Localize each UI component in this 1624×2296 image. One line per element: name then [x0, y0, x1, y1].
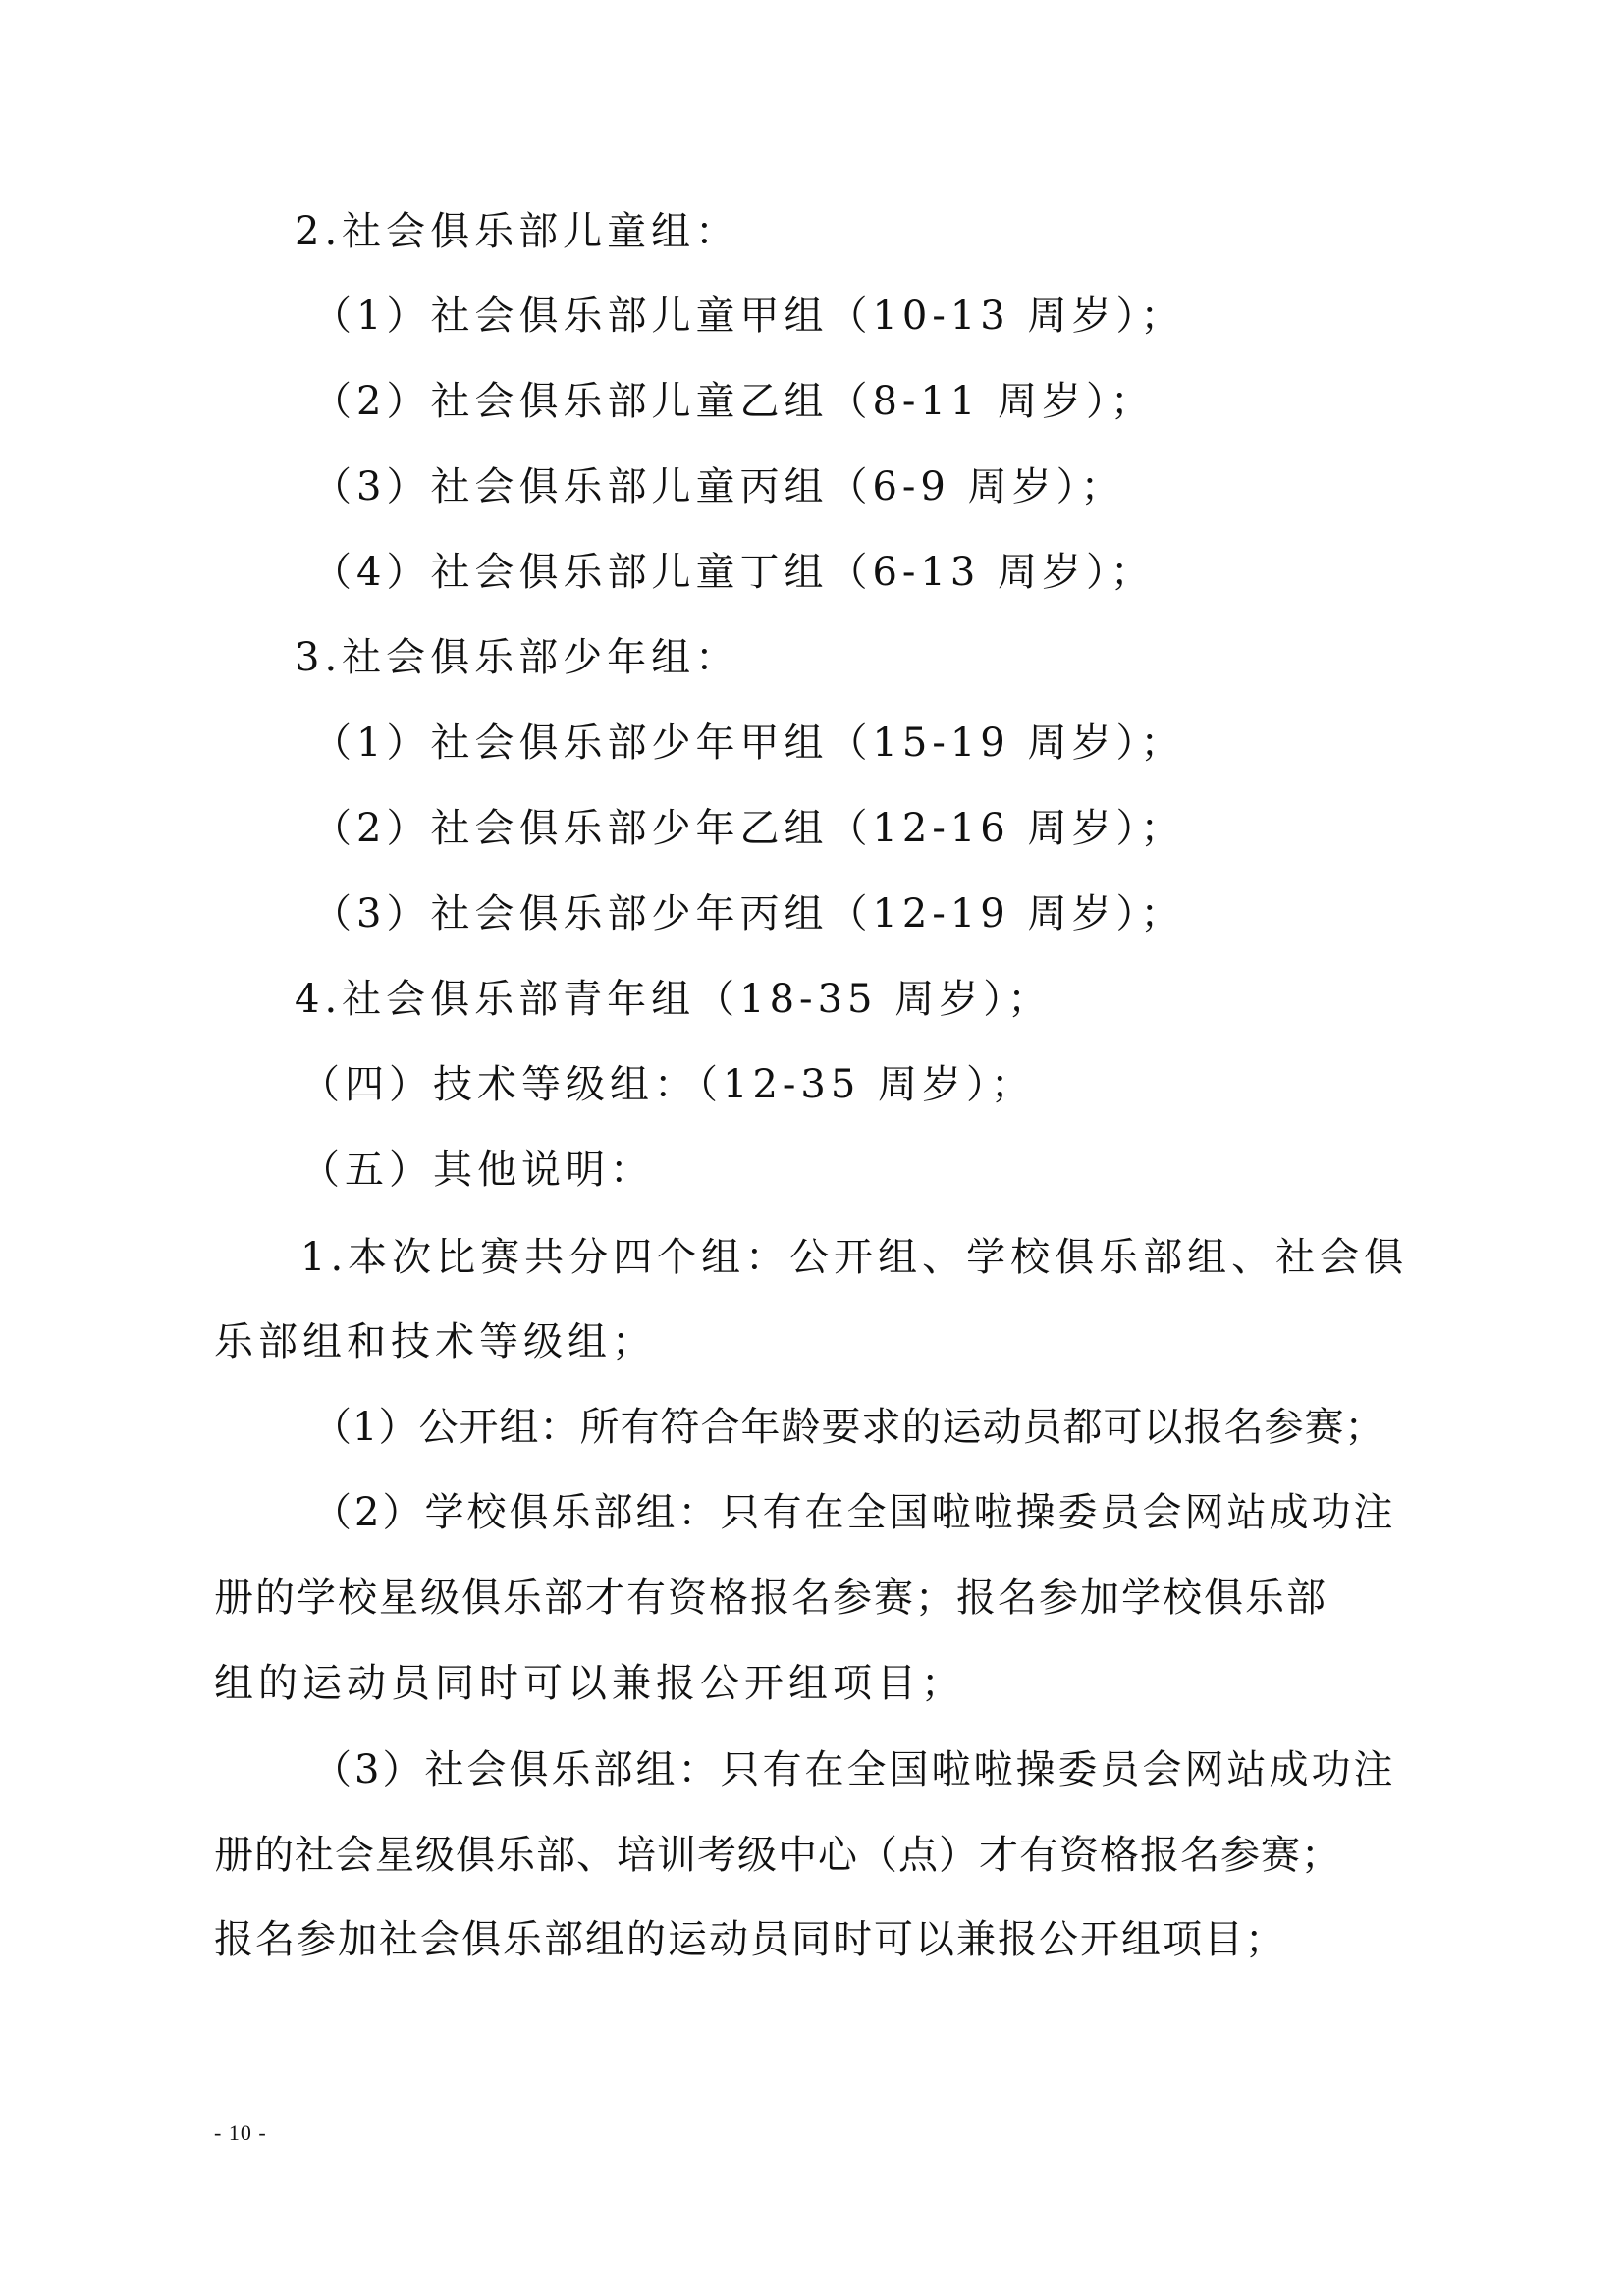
heading-other-notes: （五）其他说明：	[300, 1148, 654, 1193]
list-item: （1）社会俱乐部儿童甲组（10-13 周岁）；	[312, 294, 1185, 339]
paragraph-line: 乐部组和技术等级组；	[214, 1319, 656, 1364]
list-item: （3）社会俱乐部少年丙组（12-19 周岁）；	[312, 891, 1185, 936]
paragraph-line: 1.本次比赛共分四个组：公开组、学校俱乐部组、社会俱	[300, 1235, 1409, 1280]
heading-technical-level-group: （四）技术等级组：（12-35 周岁）；	[300, 1062, 1036, 1107]
list-item: （3）社会俱乐部儿童丙组（6-9 周岁）；	[312, 464, 1125, 509]
list-item: （2）社会俱乐部少年乙组（12-16 周岁）；	[312, 806, 1185, 851]
paragraph-line: 册的学校星级俱乐部才有资格报名参赛；报名参加学校俱乐部	[214, 1575, 1327, 1621]
paragraph-line: 组的运动员同时可以兼报公开组项目；	[214, 1661, 965, 1706]
paragraph-line: （3）社会俱乐部组：只有在全国啦啦操委员会网站成功注	[312, 1747, 1396, 1792]
heading-junior-group: 3.社会俱乐部少年组：	[295, 635, 740, 680]
page-number: - 10 -	[214, 2120, 267, 2145]
list-item: （4）社会俱乐部儿童丁组（6-13 周岁）；	[312, 550, 1156, 595]
paragraph-line: 报名参加社会俱乐部组的运动员同时可以兼报公开组项目；	[214, 1917, 1286, 1962]
heading-youth-group: 4.社会俱乐部青年组（18-35 周岁）；	[295, 977, 1053, 1022]
paragraph-line: 册的社会星级俱乐部、培训考级中心（点）才有资格报名参赛；	[214, 1833, 1341, 1878]
heading-children-group: 2.社会俱乐部儿童组：	[295, 209, 740, 254]
list-item: （2）社会俱乐部儿童乙组（8-11 周岁）；	[312, 379, 1156, 424]
paragraph-line: （2）学校俱乐部组：只有在全国啦啦操委员会网站成功注	[312, 1490, 1396, 1535]
paragraph-line: （1）公开组：所有符合年龄要求的运动员都可以报名参赛；	[312, 1405, 1385, 1450]
list-item: （1）社会俱乐部少年甲组（15-19 周岁）；	[312, 721, 1185, 766]
